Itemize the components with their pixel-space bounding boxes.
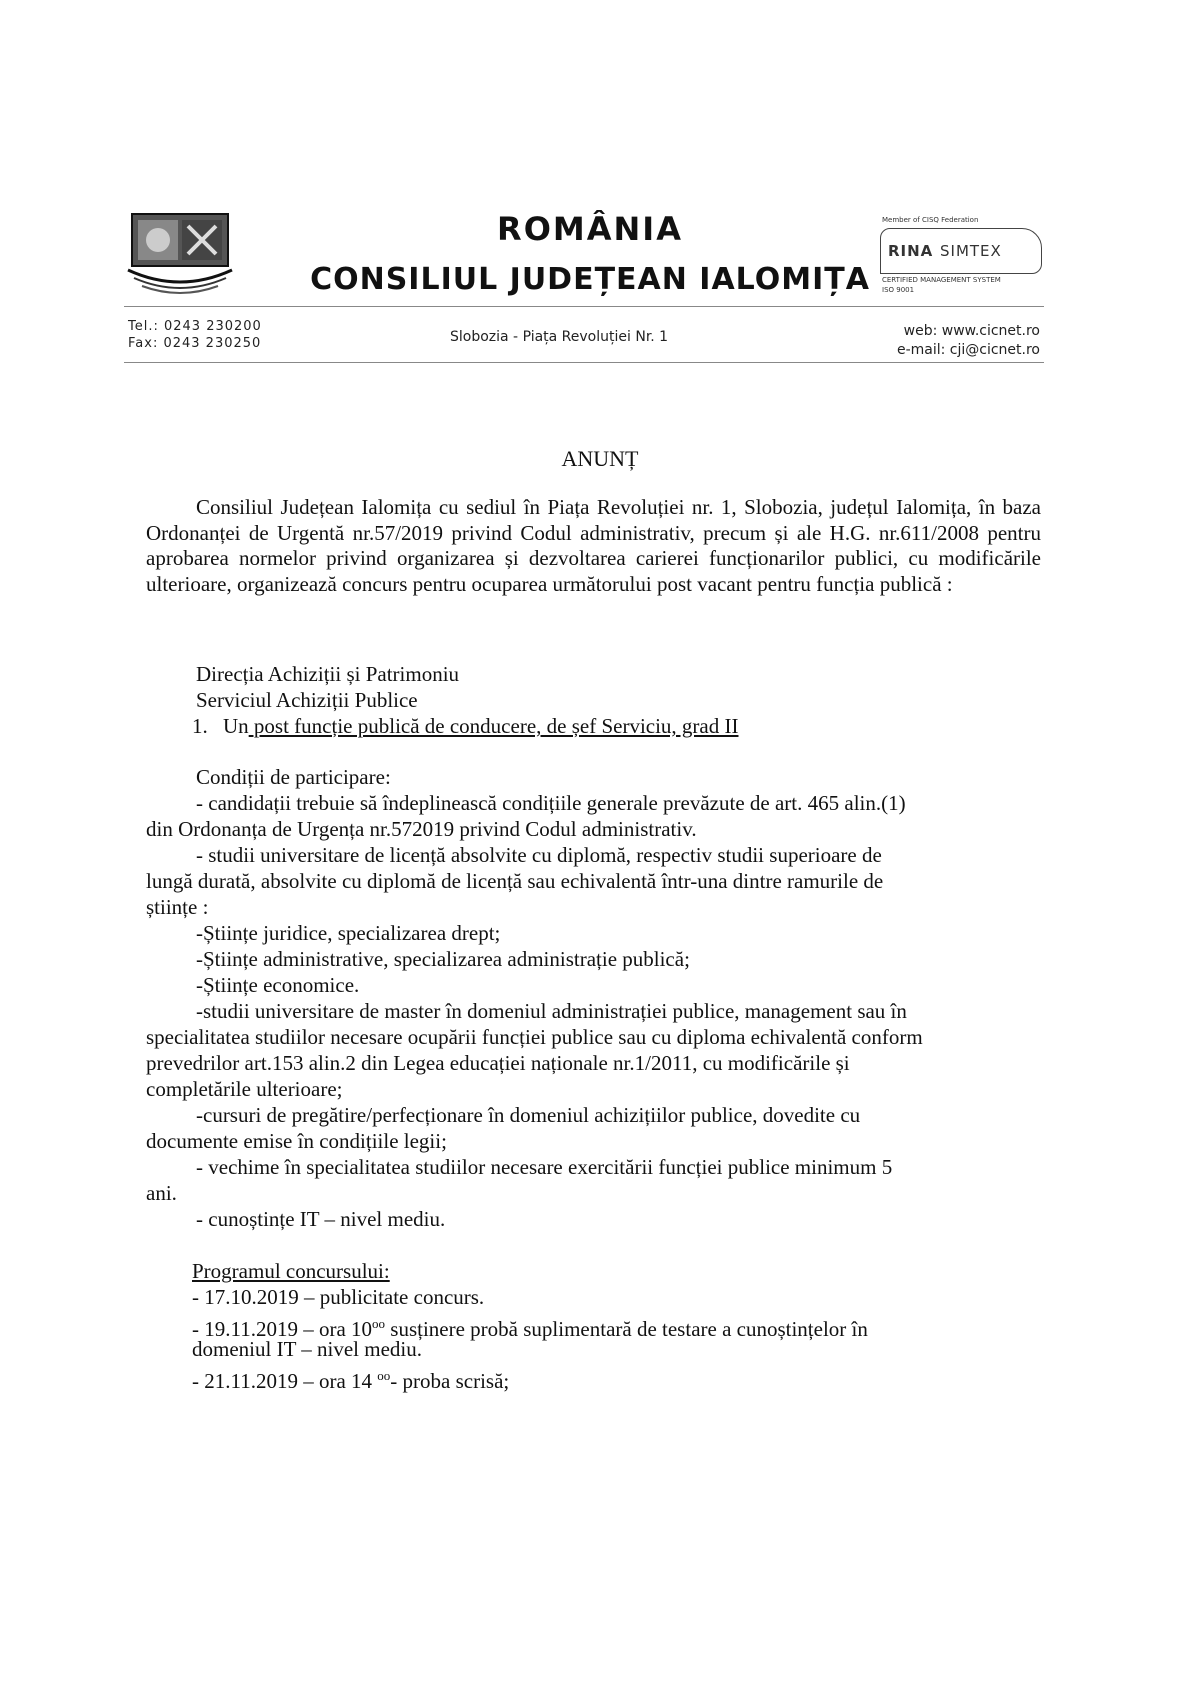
post-prefix: Un	[223, 714, 249, 738]
intro-text: Consiliul Județean Ialomița cu sediul în Piața Revoluției nr. 1, Slobozia, județul Ialomița, în baza Ordonanței de Urgentă nr.57/2019 privind Codul administrativ, precum și ale H.G. nr.611/2008 pentru aprobarea normelor privind organizarea și dezvoltarea carierei funcționarilor publici, cu modificările ulterioare, organizează concurs pentru ocuparea următorului post vacant pentru funcția publică :	[146, 495, 1041, 596]
contact-online-block	[874, 322, 1040, 360]
program-item-it-test-minutes: oo	[372, 1316, 386, 1331]
program-item-it-test-cont: domeniul IT – nivel mediu.	[192, 1337, 422, 1361]
science-economice: -Științe economice.	[196, 973, 360, 997]
contact-address: Slobozia - Piața Revoluției Nr. 1	[450, 329, 669, 345]
post-line	[192, 714, 738, 740]
certification-logo	[880, 216, 1045, 298]
header-country: ROMÂNIA	[497, 210, 683, 248]
condition-seniority-1: - vechime în specialitatea studiilor necesare exercitării funcției publice minimum 5	[196, 1155, 893, 1179]
contact-email: e-mail: cji@cicnet.ro	[896, 342, 1040, 358]
program-item-written	[192, 1363, 509, 1395]
cert-brand: RINA	[888, 242, 934, 260]
condition-seniority-2: ani.	[146, 1181, 177, 1205]
cert-system-text: CERTIFIED MANAGEMENT SYSTEM	[882, 276, 1001, 284]
service-name: Serviciul Achiziții Publice	[196, 688, 418, 712]
science-juridice: -Științe juridice, specializarea drept;	[196, 921, 501, 945]
contact-fax: Fax: 0243 230250	[128, 336, 262, 351]
post-number: 1.	[192, 714, 208, 738]
condition-general-1: - candidații trebuie să îndeplinească condițiile generale prevăzute de art. 465 alin.(1)	[196, 791, 906, 815]
condition-master-3: prevedrilor art.153 alin.2 din Legea educației naționale nr.1/2011, cu modificările și	[146, 1051, 850, 1075]
program-item-publicity: - 17.10.2019 – publicitate concurs.	[192, 1285, 485, 1309]
county-coat-of-arms	[124, 208, 236, 296]
science-administrative: -Științe administrative, specializarea administrație publică;	[196, 947, 690, 971]
condition-master-2: specialitatea studiilor necesare ocupării funcției publice sau cu diploma echivalentă conform	[146, 1025, 923, 1049]
intro-paragraph	[146, 495, 1041, 597]
cert-member-text: Member of CISQ Federation	[882, 216, 979, 224]
program-heading: Programul concursului:	[192, 1259, 390, 1283]
cert-iso-text: ISO 9001	[882, 286, 915, 294]
program-item-written-date: - 21.11.2019 – ora 14	[192, 1369, 378, 1393]
condition-general-2: din Ordonanța de Urgența nr.572019 privind Codul administrativ.	[146, 817, 697, 841]
header-institution: CONSILIUL JUDEȚEAN IALOMIȚA	[310, 262, 870, 297]
program-item-written-minutes: oo	[377, 1368, 391, 1383]
condition-studies-2: lungă durată, absolvite cu diplomă de licență sau echivalentă într-una dintre ramurile de	[146, 869, 884, 893]
program-item-it-test-date: - 19.11.2019 – ora 10	[192, 1317, 373, 1341]
condition-studies-1: - studii universitare de licență absolvite cu diplomă, respectiv studii superioare de	[196, 843, 882, 867]
cert-partner: SIMTEX	[940, 242, 1002, 260]
document-title: ANUNȚ	[561, 446, 639, 471]
condition-studies-3: științe :	[146, 895, 209, 919]
condition-master-4: completările ulterioare;	[146, 1077, 343, 1101]
program-item-written-desc: - proba scrisă;	[390, 1369, 510, 1393]
header-divider-top	[124, 306, 1044, 307]
contact-phone-block	[128, 318, 262, 352]
conditions-heading: Condiții de participare:	[196, 765, 391, 789]
directorate-name: Direcția Achiziții și Patrimoniu	[196, 662, 460, 686]
condition-it: - cunoștințe IT – nivel mediu.	[196, 1207, 446, 1231]
post-description: post funcție publică de conducere, de șef Serviciu, grad II	[248, 714, 739, 738]
contact-web: web: www.cicnet.ro	[903, 323, 1040, 339]
contact-tel: Tel.: 0243 230200	[128, 319, 262, 334]
header-divider-bottom	[124, 362, 1044, 363]
program-item-it-test-desc: susținere probă suplimentară de testare a cunoștințelor în	[385, 1317, 868, 1341]
condition-courses-1: -cursuri de pregătire/perfecționare în domeniul achizițiilor publice, dovedite cu	[196, 1103, 861, 1127]
condition-courses-2: documente emise în condițiile legii;	[146, 1129, 447, 1153]
condition-master-1: -studii universitare de master în domeniul administrației publice, management sau în	[196, 999, 907, 1023]
